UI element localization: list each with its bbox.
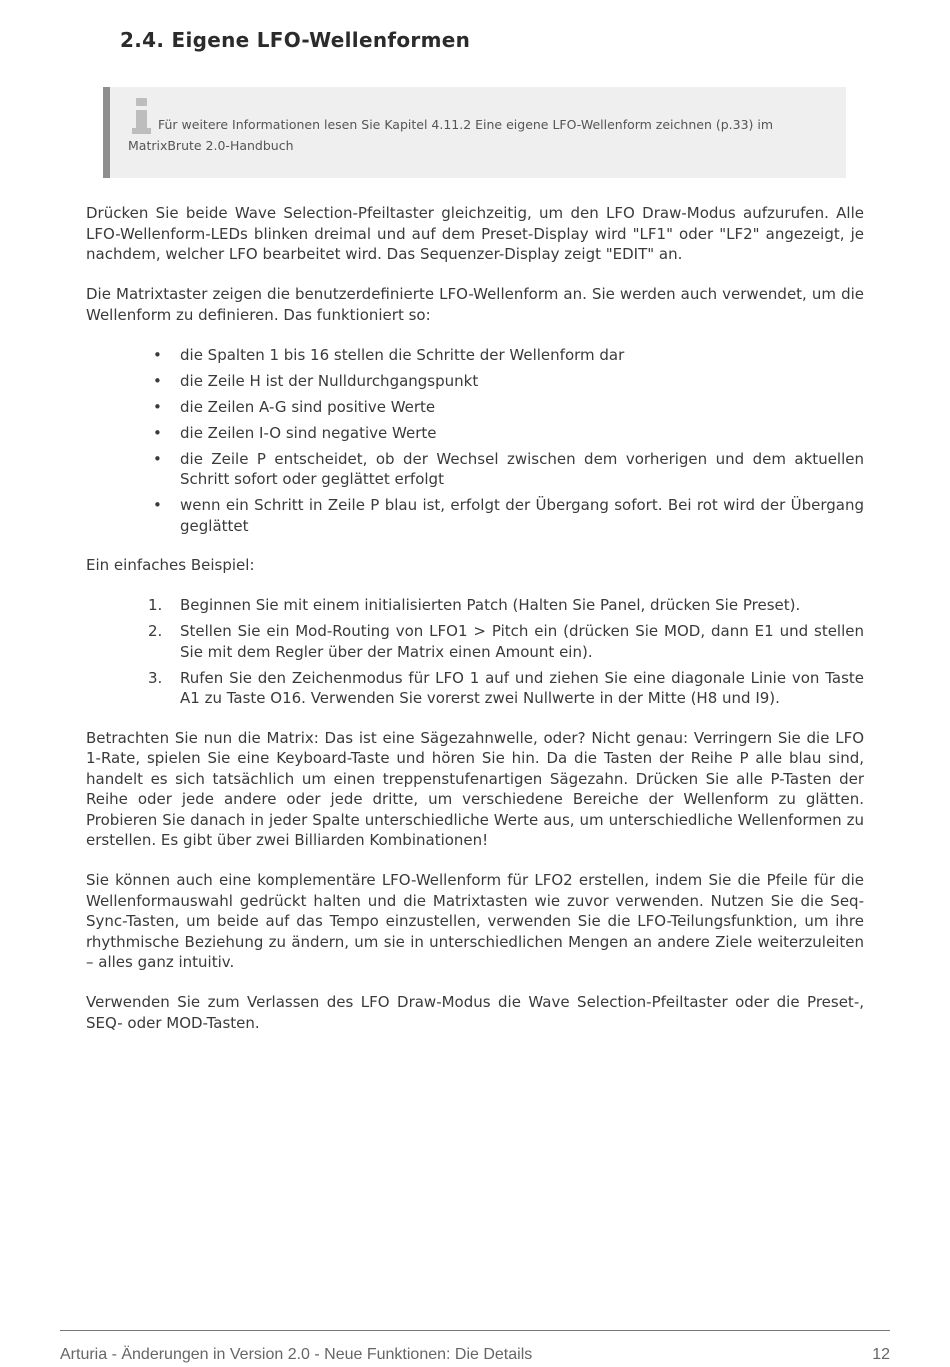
info-note-line-2: MatrixBrute 2.0-Handbuch (128, 138, 294, 153)
paragraph-example-intro: Ein einfaches Beispiel: (86, 556, 255, 574)
step-item (148, 621, 864, 662)
section-heading: 2.4. Eigene LFO-Wellenformen (120, 28, 471, 52)
paragraph-lfo2: Sie können auch eine komplementäre LFO-Wellenform für LFO2 erstellen, indem Sie die Pfeile für die Wellenformauswahl gedrückt halten und die Matrixtasten wie zuvor verwenden. Nutzen Sie die Seq-Sync-Tasten, um beide auf das Tempo einzustellen, verwenden Sie die LFO-Teilungsfunktion, um ihre rhythmische Beziehung zu ändern, um sie in unterschiedlichen Mengen an andere Ziele weiterzuleiten – alles ganz intuitiv. (86, 871, 864, 971)
footer-divider (60, 1330, 890, 1331)
paragraph-matrix-buttons: Die Matrixtaster zeigen die benutzerdefinierte LFO-Wellenform an. Sie werden auch verwendet, um die Wellenform zu definieren. Das funktioniert so: (86, 285, 864, 324)
page-number: 12 (872, 1346, 890, 1363)
footer-title: Arturia - Änderungen in Version 2.0 - Neue Funktionen: Die Details (60, 1346, 533, 1363)
step-number: 1. (148, 596, 163, 614)
list-item: • die Zeile P entscheidet, ob der Wechsel zwischen dem vorherigen und dem aktuellen Schritt sofort oder geglättet erfolgt (180, 449, 864, 490)
info-note-text (128, 114, 830, 156)
step-number: 3. (148, 668, 163, 687)
step-item (148, 595, 864, 616)
example-steps-list (86, 595, 864, 709)
matrix-rules-list (86, 345, 864, 537)
step-item (148, 668, 864, 709)
step-text: Rufen Sie den Zeichenmodus für LFO 1 auf und ziehen Sie eine diagonale Linie von Taste A1 zu Taste O16. Verwenden Sie vorerst zwei Nullwerte in der Mitte (H8 und I9). (180, 668, 864, 707)
list-item: • die Zeilen A-G sind positive Werte (180, 397, 864, 418)
list-item: • die Zeilen I-O sind negative Werte (180, 423, 864, 444)
list-item: • die Spalten 1 bis 16 stellen die Schritte der Wellenform dar (180, 345, 864, 366)
paragraph-draw-mode: Drücken Sie beide Wave Selection-Pfeiltaster gleichzeitig, um den LFO Draw-Modus aufzurufen. Alle LFO-Wellenform-LEDs blinken dreimal und auf dem Preset-Display wird "LF1" oder "LF2" angezeigt, je nachdem, welcher LFO bearbeitet wird. Das Sequenzer-Display zeigt "EDIT" an. (86, 204, 864, 263)
info-note-line-1: Für weitere Informationen lesen Sie Kapitel 4.11.2 Eine eigene LFO-Wellenform zeichnen (p.33) im (158, 117, 774, 132)
step-number: 2. (148, 622, 163, 640)
paragraph-matrix-observation: Betrachten Sie nun die Matrix: Das ist eine Sägezahnwelle, oder? Nicht genau: Verringern Sie die LFO 1-Rate, spielen Sie eine Keyboard-Taste und hören Sie hin. Da die Tasten der Reihe P alle blau sind, handelt es sich tatsächlich um einen treppenstufenartigen Sägezahn. Drücken Sie alle P-Tasten der Reihe oder jede andere oder jede dritte, um verschiedene Bereiche der Wellenform zu glätten. Probieren Sie danach in jeder Spalte unterschiedliche Werte aus, um unterschiedliche Wellenformen zu erstellen. Es gibt über zwei Billiarden Kombinationen! (86, 728, 864, 849)
list-item: • wenn ein Schritt in Zeile P blau ist, erfolgt der Übergang sofort. Bei rot wird der Übergang geglättet (180, 495, 864, 536)
info-note-box (103, 87, 846, 178)
step-text: Beginnen Sie mit einem initialisierten Patch (Halten Sie Panel, drücken Sie Preset). (180, 596, 801, 614)
list-item: • die Zeile H ist der Nulldurchgangspunkt (180, 371, 864, 392)
step-text: Stellen Sie ein Mod-Routing von LFO1 > Pitch ein (drücken Sie MOD, dann E1 und stellen Sie mit dem Regler über der Matrix einen Amount ein). (180, 622, 864, 661)
paragraph-exit-mode: Verwenden Sie zum Verlassen des LFO Draw-Modus die Wave Selection-Pfeiltaster oder die Preset-, SEQ- oder MOD-Tasten. (86, 993, 864, 1032)
main-content (86, 203, 864, 1053)
